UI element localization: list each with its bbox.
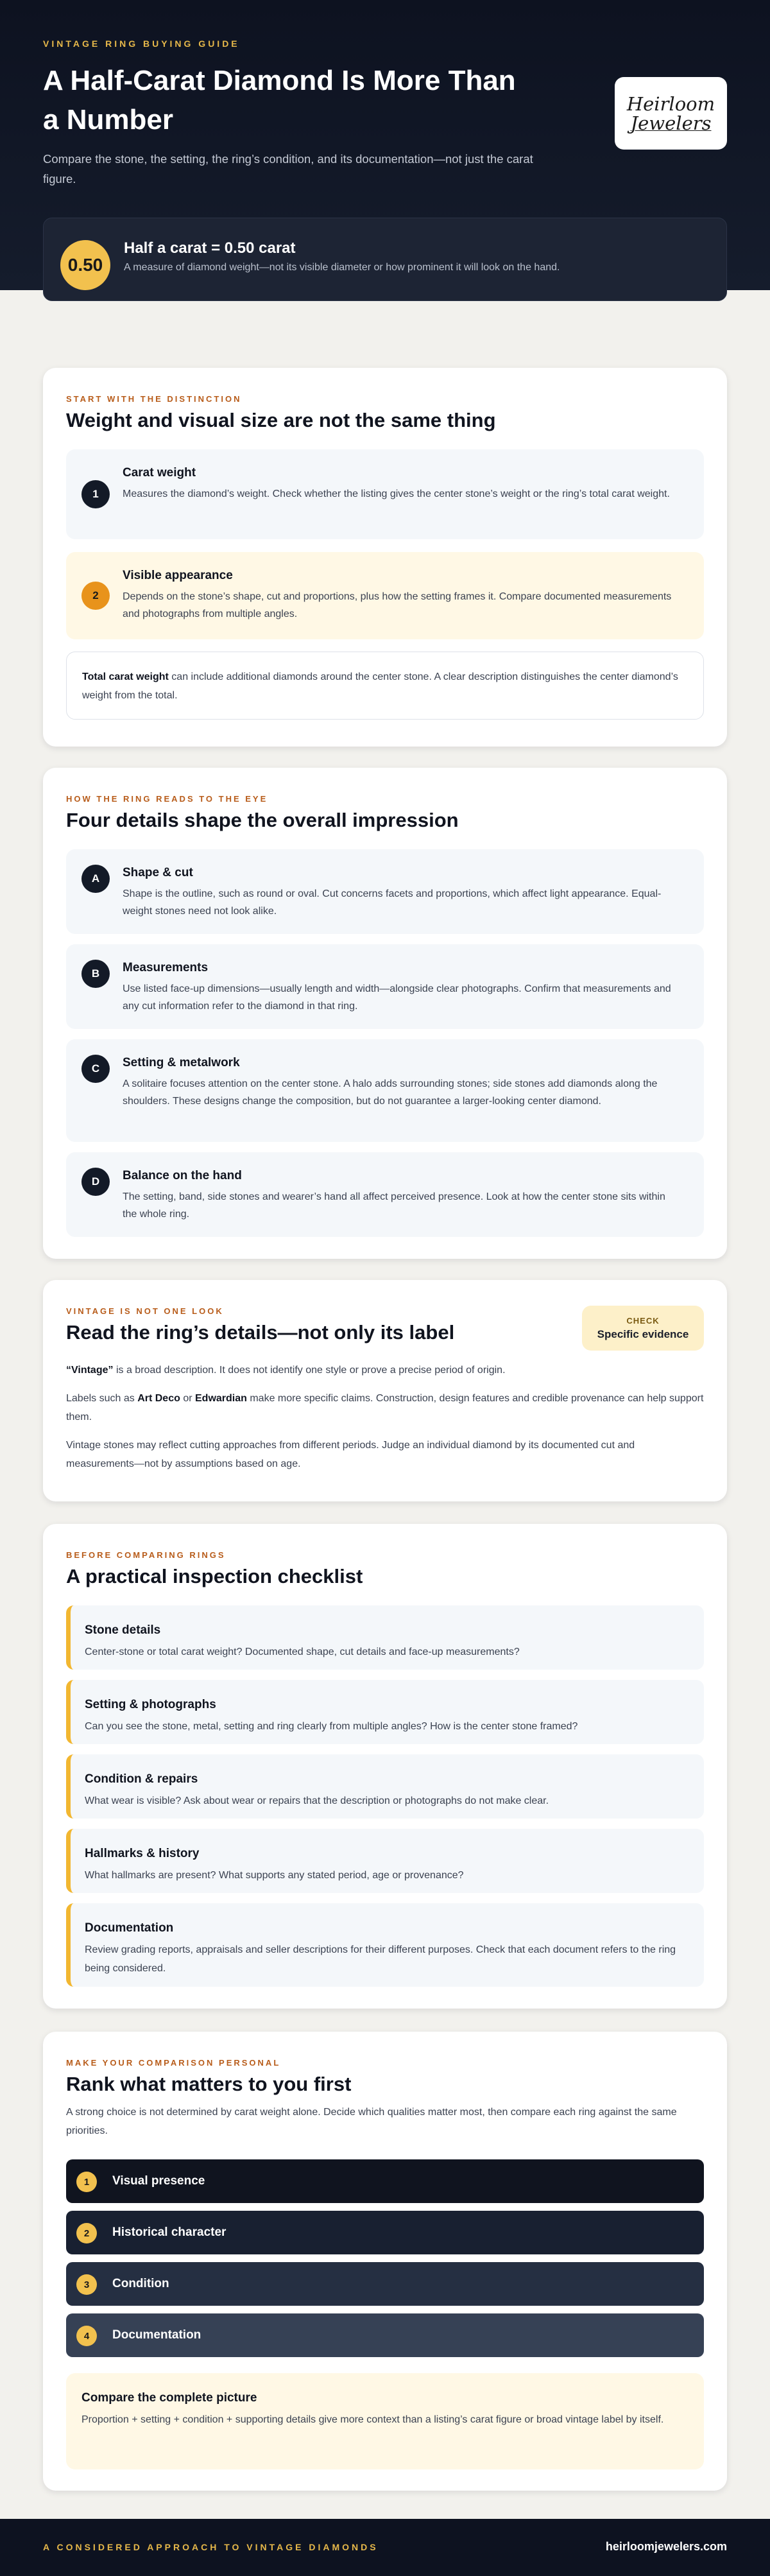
list-item xyxy=(66,1152,704,1237)
checklist-item xyxy=(66,1903,704,1987)
checklist-text: Can you see the stone, metal, setting and ring clearly from multiple angles? How is the center stone framed? xyxy=(85,1721,578,1732)
item-title: Measurements xyxy=(123,961,209,974)
item-text: Depends on the stone’s shape, cut and proportions, plus how the setting frames it. Compare documented measurements and photographs from multiple angles. xyxy=(123,591,672,619)
paragraph-text: is a broad description. It does not identify one style or prove a precise period of origin. xyxy=(113,1365,506,1376)
note-bold: Total carat weight xyxy=(82,671,169,682)
term-bold: Art Deco xyxy=(137,1393,180,1404)
section-eyebrow: BEFORE COMPARING RINGS xyxy=(66,1550,226,1560)
list-item xyxy=(66,449,704,539)
hero-eyebrow: VINTAGE RING BUYING GUIDE xyxy=(43,39,240,49)
section-title: A practical inspection checklist xyxy=(66,1565,363,1587)
item-title: Visible appearance xyxy=(123,569,233,582)
term-bold: “Vintage” xyxy=(66,1365,114,1376)
section-title: Rank what matters to you first xyxy=(66,2073,352,2095)
rank-label: Condition xyxy=(112,2277,169,2290)
checklist-text: What wear is visible? Ask about wear or repairs that the description or photographs do not make clear. xyxy=(85,1795,549,1806)
paragraph: Vintage stones may reflect cutting approaches from different periods. Judge an individual diamond by its documented cut and measurements—not by assumptions based on age. xyxy=(66,1440,635,1469)
hero-section xyxy=(0,0,770,290)
note-body: can include additional diamonds around the center stone. A clear description distinguishes the center diamond’s weight from the total. xyxy=(82,671,678,701)
footer-site-link[interactable]: heirloomjewelers.com xyxy=(605,2540,727,2553)
checklist-item xyxy=(66,1605,704,1670)
section-eyebrow: HOW THE RING READS TO THE EYE xyxy=(66,794,268,804)
paragraph-text: Labels such as xyxy=(66,1393,138,1404)
distinction-card xyxy=(43,368,727,747)
section-eyebrow: MAKE YOUR COMPARISON PERSONAL xyxy=(66,2058,281,2068)
priorities-intro: A strong choice is not determined by carat weight alone. Decide which qualities matter most, then compare each ring against the same priorities. xyxy=(66,2107,677,2136)
checklist-item xyxy=(66,1754,704,1819)
item-title: Balance on the hand xyxy=(123,1169,242,1182)
item-text: Shape is the outline, such as round or oval. Cut concerns facets and proportions, which affect light appearance. Equal-weight stones need not look alike. xyxy=(123,888,662,917)
checklist-text: Center-stone or total carat weight? Documented shape, cut details and face-up measurements? xyxy=(85,1647,520,1657)
logo-line-2: Jewelers xyxy=(630,112,712,134)
check-badge xyxy=(582,1306,704,1351)
checklist-title: Setting & photographs xyxy=(85,1698,216,1711)
summary-title: Compare the complete picture xyxy=(81,2391,257,2405)
paragraph xyxy=(66,1361,704,1379)
checklist-title: Condition & repairs xyxy=(85,1772,198,1786)
check-text: Specific evidence xyxy=(597,1327,689,1340)
checklist-text: Review grading reports, appraisals and seller descriptions for their different purposes. Check that each document refers to the ring being considered. xyxy=(85,1944,676,1974)
section-title: Read the ring’s details—not only its label xyxy=(66,1321,455,1344)
summary-box xyxy=(66,2373,704,2469)
step-marker: 1 xyxy=(81,480,110,508)
rank-number: 4 xyxy=(76,2326,97,2346)
impression-card xyxy=(43,768,727,1259)
priorities-card xyxy=(43,2032,727,2491)
checklist-item xyxy=(66,1680,704,1744)
letter-marker: D xyxy=(81,1168,110,1196)
section-title: Four details shape the overall impression xyxy=(66,809,459,831)
note-text xyxy=(82,668,685,705)
total-carat-note xyxy=(66,652,704,720)
checklist-item xyxy=(66,1829,704,1893)
priority-rank xyxy=(66,2313,704,2357)
list-item xyxy=(66,552,704,639)
item-text: Measures the diamond’s weight. Check whether the listing gives the center stone’s weight or the ring’s total carat weight. xyxy=(123,488,670,499)
checklist-title: Documentation xyxy=(85,1921,174,1935)
hero-lede: Compare the stone, the setting, the ring’s condition, and its documentation—not just the carat figure. xyxy=(43,152,533,186)
callout-text: A measure of diamond weight—not its visible diameter or how prominent it will look on the hand. xyxy=(124,262,560,273)
section-eyebrow: START WITH THE DISTINCTION xyxy=(66,394,242,404)
carat-callout xyxy=(43,218,727,301)
priority-rank xyxy=(66,2159,704,2203)
list-item xyxy=(66,944,704,1029)
paragraph-text: make more specific claims. Construction, design features and credible provenance can help support them. xyxy=(66,1393,704,1422)
vintage-card xyxy=(43,1280,727,1501)
list-item xyxy=(66,1039,704,1142)
rank-label: Documentation xyxy=(112,2328,201,2342)
step-marker: 2 xyxy=(81,582,110,610)
checklist-card xyxy=(43,1524,727,2009)
letter-marker: B xyxy=(81,960,110,988)
footer-tagline: A CONSIDERED APPROACH TO VINTAGE DIAMONDS xyxy=(43,2542,379,2552)
paragraph-text: or xyxy=(180,1393,195,1404)
brand-logo xyxy=(615,77,727,150)
checklist-title: Stone details xyxy=(85,1623,161,1637)
priority-rank xyxy=(66,2211,704,2254)
list-item xyxy=(66,849,704,934)
item-text: Use listed face-up dimensions—usually length and width—alongside clear photographs. Confirm that measurements and any cut information refer to the diamond in that ring. xyxy=(123,983,671,1012)
rank-label: Historical character xyxy=(112,2226,227,2239)
term-bold: Edwardian xyxy=(195,1393,247,1404)
page-title: A Half-Carat Diamond Is More Than a Number xyxy=(43,65,516,135)
footer xyxy=(0,2519,770,2576)
item-text: The setting, band, side stones and wearer’s hand all affect perceived presence. Look at how the center stone sits within the whole ring. xyxy=(123,1191,665,1220)
item-title: Shape & cut xyxy=(123,866,193,879)
item-text: A solitaire focuses attention on the center stone. A halo adds surrounding stones; side stones add diamonds along the shoulders. These designs change the composition, but do not guarantee a larger-looking center diamond. xyxy=(123,1078,658,1107)
check-label: CHECK xyxy=(626,1315,660,1326)
callout-title: Half a carat = 0.50 carat xyxy=(124,239,296,257)
checklist-title: Hallmarks & history xyxy=(85,1847,200,1860)
item-title: Setting & metalwork xyxy=(123,1056,240,1069)
logo-line-1: Heirloom xyxy=(626,92,715,115)
summary-text: Proportion + setting + condition + supporting details give more context than a listing’s carat figure or broad vintage label by itself. xyxy=(81,2414,664,2425)
letter-marker: A xyxy=(81,865,110,893)
item-title: Carat weight xyxy=(123,466,196,480)
paragraph xyxy=(66,1389,704,1426)
rank-number: 3 xyxy=(76,2274,97,2295)
rank-number: 1 xyxy=(76,2172,97,2192)
rank-label: Visual presence xyxy=(112,2174,205,2188)
checklist-text: What hallmarks are present? What supports any stated period, age or provenance? xyxy=(85,1870,464,1881)
priority-rank xyxy=(66,2262,704,2306)
letter-marker: C xyxy=(81,1055,110,1083)
section-eyebrow: VINTAGE IS NOT ONE LOOK xyxy=(66,1306,224,1316)
section-title: Weight and visual size are not the same thing xyxy=(66,409,496,431)
rank-number: 2 xyxy=(76,2223,97,2243)
carat-badge: 0.50 xyxy=(60,240,110,290)
